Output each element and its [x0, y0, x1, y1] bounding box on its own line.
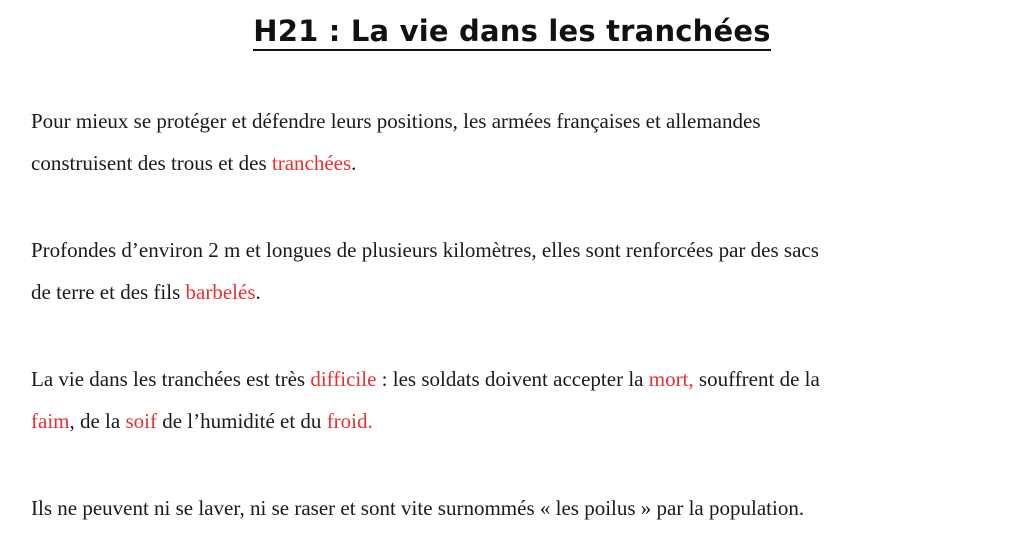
paragraph-text: .	[255, 280, 261, 304]
paragraph-text: Ils ne peuvent ni se laver, ni se raser et sont vite surnommés « les poilus » par la population.	[31, 496, 805, 520]
paragraph-poilus	[31, 487, 1001, 529]
highlighted-keyword: faim	[31, 409, 70, 433]
paragraph-text: souffrent de la	[693, 367, 820, 391]
highlighted-keyword: froid.	[326, 409, 373, 433]
highlighted-keyword: difficile	[310, 367, 377, 391]
paragraph-text: : les soldats doivent accepter la	[376, 367, 649, 391]
paragraph-text: La vie dans les tranchées est très	[31, 367, 311, 391]
paragraph-text: de terre et des fils	[31, 280, 186, 304]
highlighted-keyword: barbelés	[185, 280, 256, 304]
paragraph-text: Pour mieux se protéger et défendre leurs positions, les armées françaises et allemandes	[31, 109, 761, 133]
paragraph-text: .	[351, 151, 357, 175]
highlighted-keyword: tranchées	[271, 151, 352, 175]
paragraph-text: , de la	[69, 409, 126, 433]
highlighted-keyword: soif	[125, 409, 157, 433]
paragraph-text: Profondes d’environ 2 m et longues de plusieurs kilomètres, elles sont renforcées par des sacs	[31, 238, 819, 262]
page-title	[0, 14, 1024, 48]
paragraph-tranchees	[31, 100, 1001, 184]
paragraph-text: de l’humidité et du	[156, 409, 327, 433]
paragraph-text: construisent des trous et des	[31, 151, 272, 175]
paragraph-vie-difficile	[31, 358, 1001, 442]
page-title-text: H21 : La vie dans les tranchées	[253, 14, 770, 51]
paragraph-barbeles	[31, 229, 1001, 313]
highlighted-keyword: mort,	[648, 367, 694, 391]
